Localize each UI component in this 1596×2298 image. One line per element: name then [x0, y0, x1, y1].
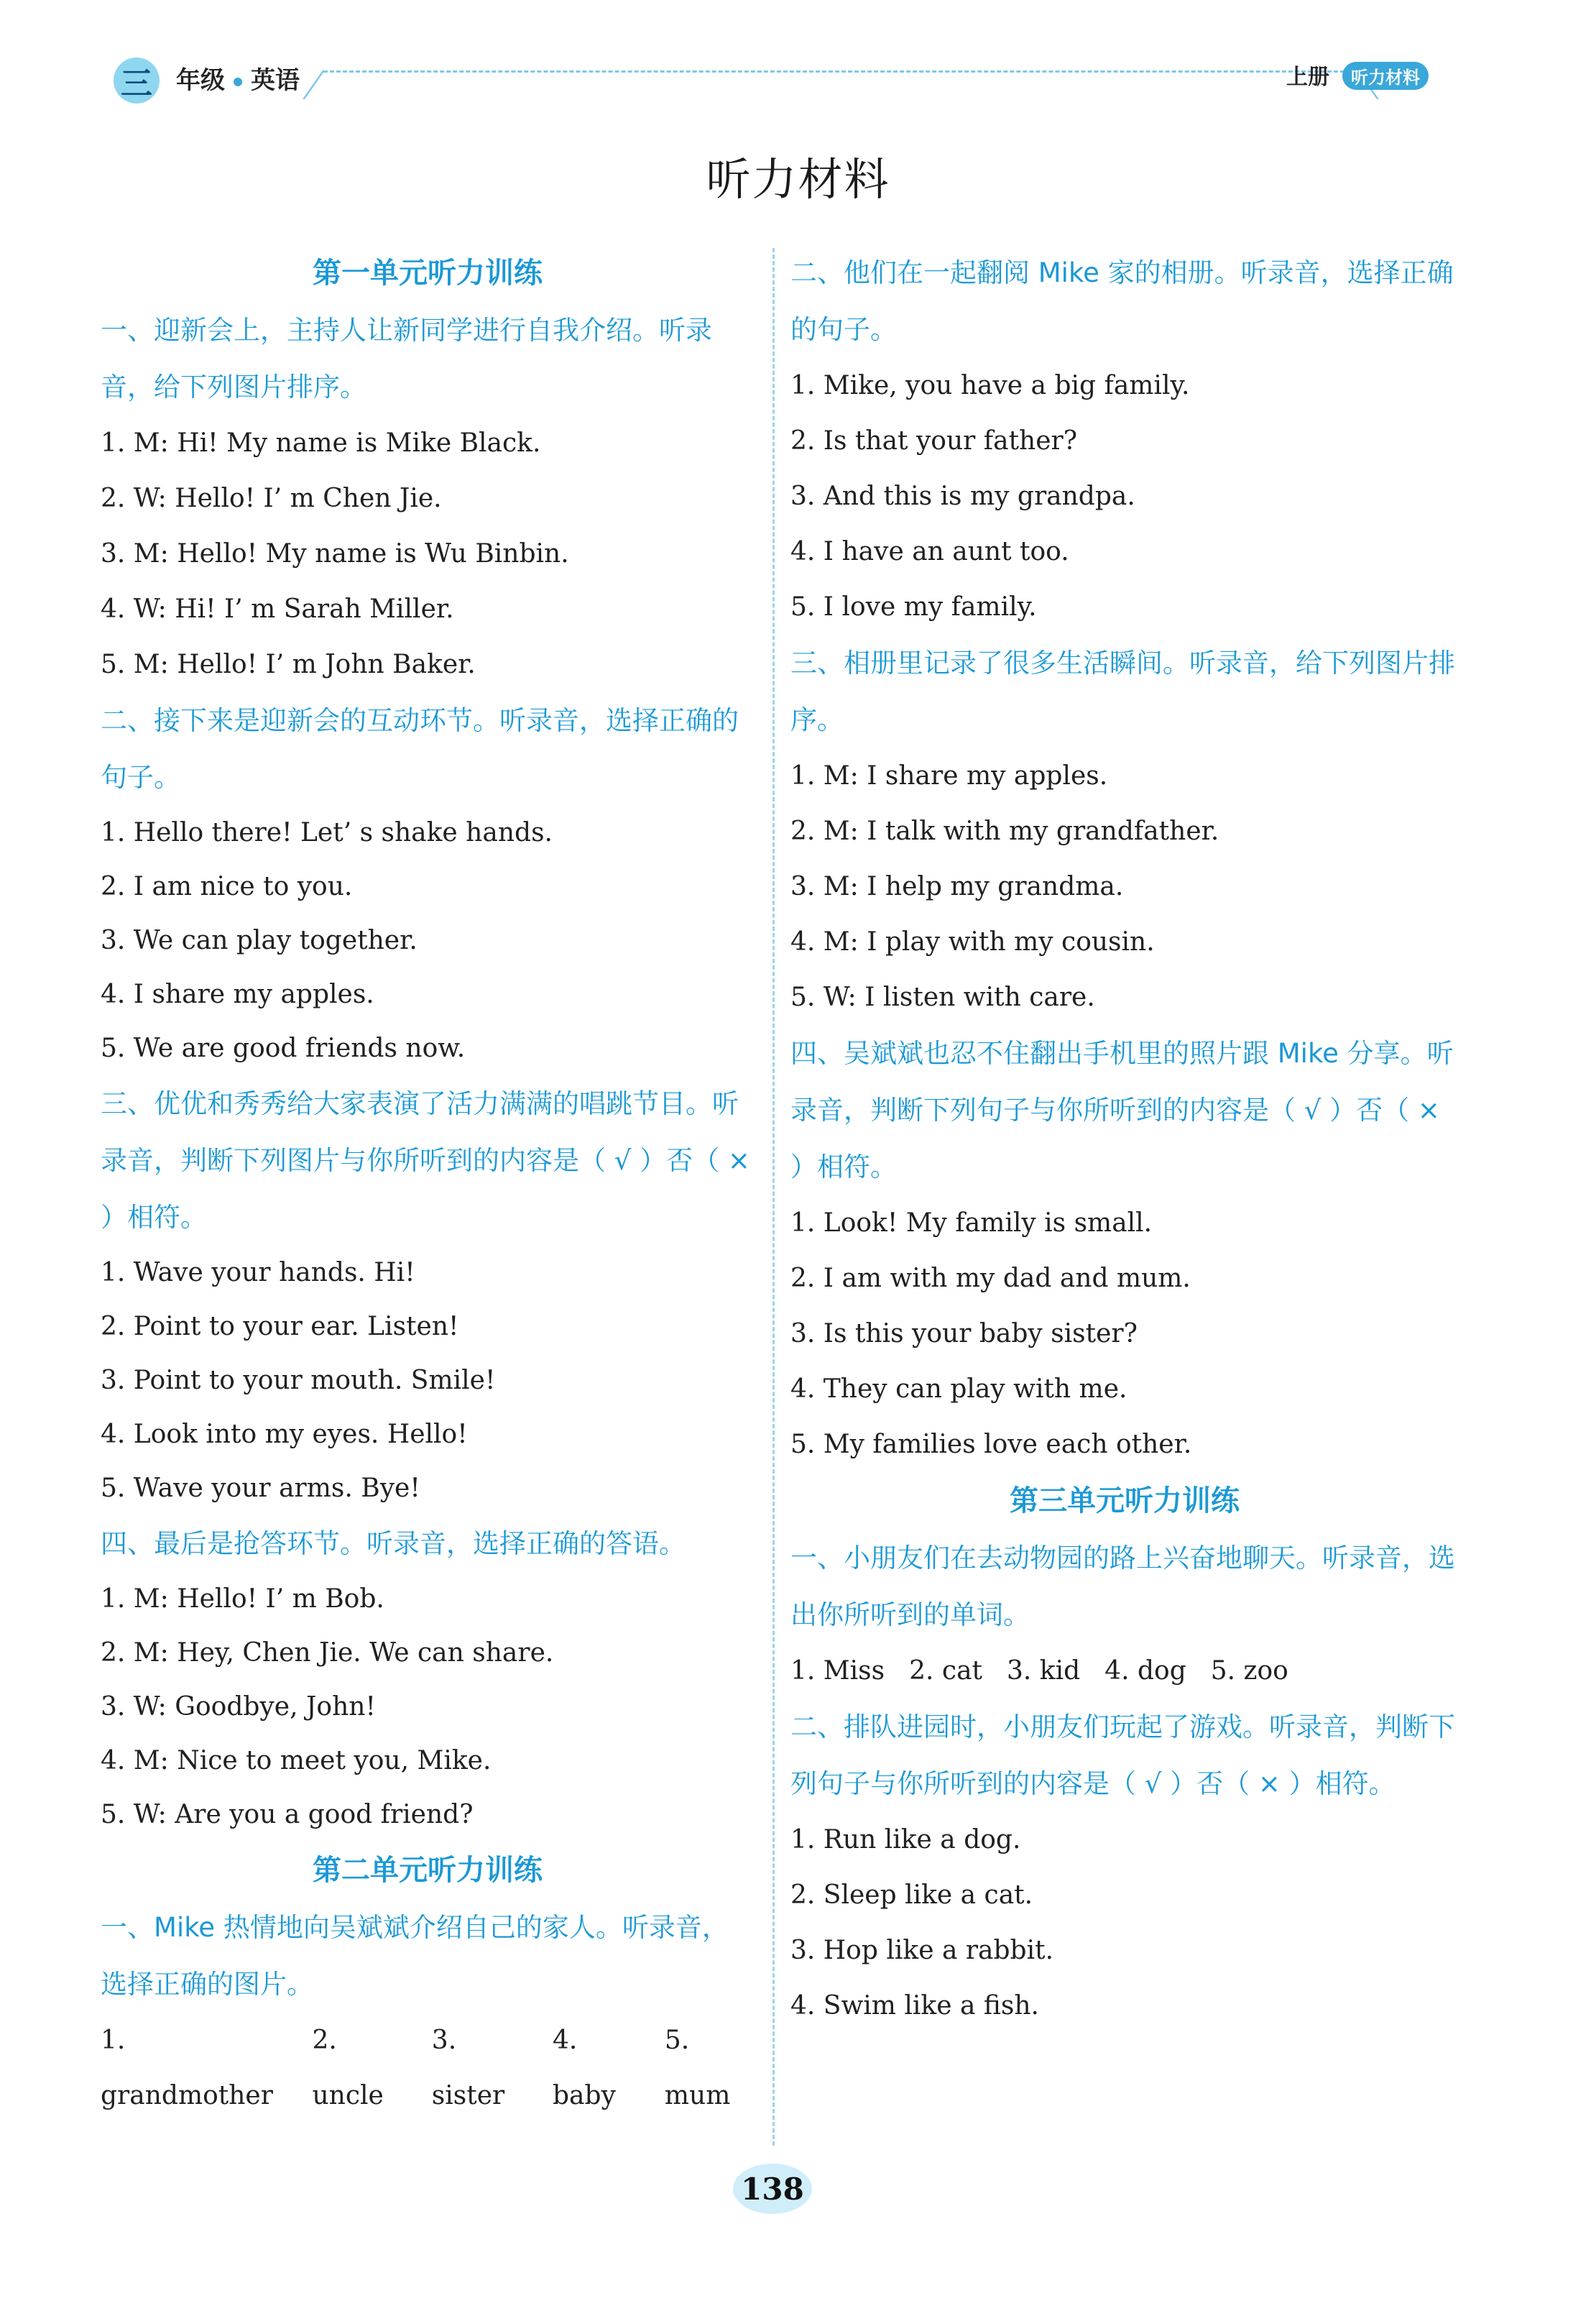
question-prompt: 一、迎新会上，主持人让新同学进行自我介绍。听录音，给下列图片排序。	[101, 315, 712, 403]
list-item: 4. dog	[1104, 1656, 1186, 1686]
list-item: 4. M: I play with my cousin.	[790, 927, 1155, 957]
page-title: 听力材料	[706, 153, 890, 206]
list-item: 3. Hop like a rabbit.	[790, 1936, 1054, 1965]
right-column	[790, 244, 1459, 2033]
dot-icon	[234, 78, 242, 86]
list-item: 5. zoo	[1210, 1656, 1288, 1686]
list-item: 3. Is this your baby sister?	[790, 1319, 1138, 1348]
list-item: 3. Point to your mouth. Smile!	[101, 1366, 496, 1395]
question-prompt: 一、Mike 热情地向吴斌斌介绍自己的家人。听录音，选择正确的图片。	[101, 1912, 729, 2000]
page-number: 138	[733, 2164, 812, 2214]
list-item: 1. Mike, you have a big family.	[790, 371, 1190, 400]
list-item: 5. M: Hello! I’ m John Baker.	[101, 650, 476, 679]
header-divider	[303, 70, 349, 99]
question-prompt: 三、相册里记录了很多生活瞬间。听录音，给下列图片排序。	[790, 648, 1455, 735]
question-prompt: 一、小朋友们在去动物园的路上兴奋地聊天。听录音，选出你所听到的单词。	[790, 1543, 1455, 1630]
question-prompt: 三、优优和秀秀给大家表演了活力满满的唱跳节目。听录音，判断下列图片与你所听到的内容是（ √ ）否（ × ）相符。	[101, 1088, 750, 1233]
list-item: 3. And this is my grandpa.	[790, 482, 1135, 511]
list-item: 2. I am with my dad and mum.	[790, 1264, 1191, 1293]
list-item: 1. Look! My family is small.	[790, 1208, 1153, 1238]
grade-subject-label	[176, 60, 300, 96]
list-item: 3. M: I help my grandma.	[790, 872, 1124, 901]
list-item: 2. I am nice to you.	[101, 872, 353, 901]
list-item: 4. M: Nice to meet you, Mike.	[101, 1746, 492, 1775]
list-item: 5. Wave your arms. Bye!	[101, 1474, 420, 1503]
list-item: 1. Wave your hands. Hi!	[101, 1258, 415, 1287]
unit-title: 第一单元听力训练	[313, 256, 543, 290]
list-item: 5. We are good friends now.	[101, 1034, 466, 1063]
list-item: 1. grandmother	[101, 2026, 273, 2110]
question-prompt: 四、最后是抢答环节。听录音，选择正确的答语。	[101, 1528, 686, 1559]
list-item: 1. M: Hi! My name is Mike Black.	[101, 428, 541, 458]
list-item: 5. mum	[664, 2026, 731, 2110]
list-item: 5. My families love each other.	[790, 1430, 1192, 1459]
question-prompt: 二、接下来是迎新会的互动环节。听录音，选择正确的句子。	[101, 705, 739, 793]
word-row	[790, 1643, 1459, 1699]
list-item: 4. I share my apples.	[101, 980, 374, 1009]
list-item: 4. baby	[553, 2026, 616, 2110]
list-item: 2. Is that your father?	[790, 426, 1078, 456]
list-item: 5. W: I listen with care.	[790, 983, 1095, 1012]
list-item: 3. sister	[431, 2026, 505, 2110]
question-prompt: 二、他们在一起翻阅 Mike 家的相册。听录音，选择正确的句子。	[790, 257, 1454, 345]
list-item: 1. M: I share my apples.	[790, 761, 1108, 791]
word-row	[101, 2013, 755, 2123]
list-item: 5. W: Are you a good friend?	[101, 1800, 474, 1829]
grade-badge: 三	[114, 58, 160, 104]
subject-label: 英语	[251, 66, 300, 95]
list-item: 3. kid	[1007, 1656, 1081, 1686]
list-item: 1. Run like a dog.	[790, 1825, 1021, 1855]
section-tag: 听力材料	[1342, 62, 1429, 90]
list-item: 4. Look into my eyes. Hello!	[101, 1420, 468, 1449]
grade-suffix: 年级	[176, 66, 225, 95]
question-prompt: 四、吴斌斌也忍不住翻出手机里的照片跟 Mike 分享。听录音，判断下列句子与你所听到的内容是（ √ ）否（ × ）相符。	[790, 1038, 1454, 1182]
list-item: 2. M: I talk with my grandfather.	[790, 817, 1219, 846]
list-item: 1. M: Hello! I’ m Bob.	[101, 1584, 384, 1614]
list-item: 4. W: Hi! I’ m Sarah Miller.	[101, 594, 454, 624]
list-item: 4. I have an aunt too.	[790, 537, 1069, 566]
left-column	[101, 244, 755, 2123]
column-divider	[772, 248, 775, 2146]
list-item: 3. W: Goodbye, John!	[101, 1692, 376, 1722]
list-item: 5. I love my family.	[790, 592, 1037, 622]
list-item: 1. Hello there! Let’ s shake hands.	[101, 818, 553, 847]
unit-title: 第二单元听力训练	[313, 1853, 543, 1887]
unit-title: 第三单元听力训练	[1010, 1484, 1240, 1517]
list-item: 2. Sleep like a cat.	[790, 1880, 1033, 1910]
book-volume-label: 上册	[1286, 65, 1329, 90]
list-item: 3. We can play together.	[101, 926, 418, 955]
list-item: 2. M: Hey, Chen Jie. We can share.	[101, 1638, 554, 1668]
list-item: 4. Swim like a fish.	[790, 1991, 1039, 2021]
list-item: 2. uncle	[312, 2026, 384, 2110]
list-item: 2. W: Hello! I’ m Chen Jie.	[101, 484, 442, 513]
list-item: 2. Point to your ear. Listen!	[101, 1312, 459, 1341]
header-dashed-line	[323, 70, 1351, 73]
list-item: 3. M: Hello! My name is Wu Binbin.	[101, 539, 569, 569]
list-item: 4. They can play with me.	[790, 1374, 1127, 1404]
list-item: 2. cat	[909, 1656, 983, 1686]
list-item: 1. Miss	[790, 1656, 885, 1686]
page-header	[108, 50, 1452, 108]
question-prompt: 二、排队进园时，小朋友们玩起了游戏。听录音，判断下列句子与你所听到的内容是（ √ ）否（ × ）相符。	[790, 1711, 1455, 1799]
